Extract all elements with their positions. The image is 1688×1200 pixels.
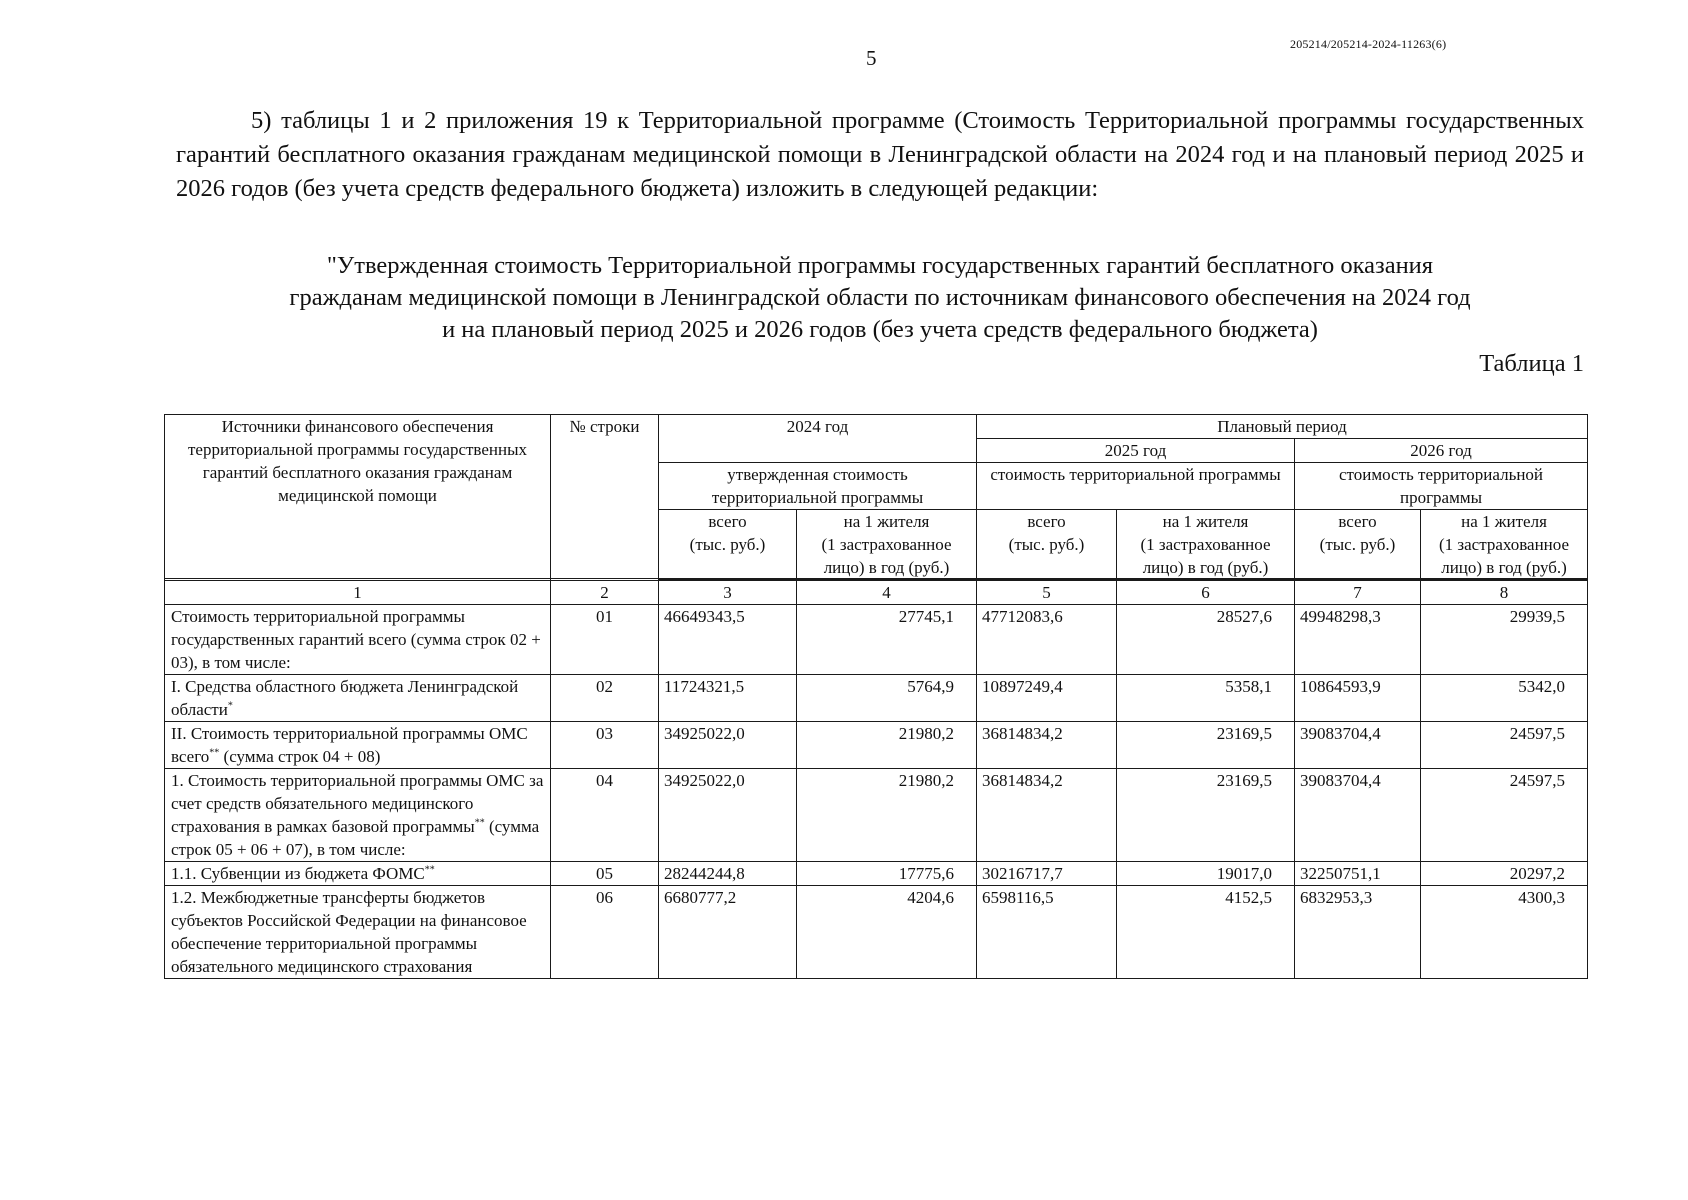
heading-line-1: "Утвержденная стоимость Территориальной программы государственных гарантий бесплатного оказания bbox=[326, 252, 1434, 279]
header-total-unit: (тыс. руб.) bbox=[1319, 535, 1396, 554]
column-number: 8 bbox=[1421, 580, 1588, 605]
cell-2024-per-resident: 21980,2 bbox=[797, 769, 977, 862]
row-number: 02 bbox=[551, 675, 659, 722]
cell-2024-per-resident: 5764,9 bbox=[797, 675, 977, 722]
column-number: 5 bbox=[977, 580, 1117, 605]
header-per-resident bbox=[1421, 510, 1588, 580]
table-row bbox=[165, 722, 1588, 769]
cell-2025-total: 47712083,6 bbox=[977, 605, 1117, 675]
footnote-mark: * bbox=[227, 700, 233, 712]
header-total-label: всего bbox=[1338, 512, 1377, 531]
row-number: 03 bbox=[551, 722, 659, 769]
header-per-resident-label: на 1 жителя bbox=[843, 512, 930, 531]
cell-2024-total: 11724321,5 bbox=[659, 675, 797, 722]
cell-2024-total: 34925022,0 bbox=[659, 722, 797, 769]
cell-2024-total: 34925022,0 bbox=[659, 769, 797, 862]
table-heading bbox=[176, 250, 1584, 346]
row-label bbox=[165, 886, 551, 979]
row-label-text: 1.2. Межбюджетные трансферты бюджетов субъектов Российской Федерации на финансовое обеспечение территориальной программы обязательного медицинского страхования bbox=[171, 888, 527, 976]
column-number: 3 bbox=[659, 580, 797, 605]
column-number: 6 bbox=[1117, 580, 1295, 605]
cell-2026-total: 10864593,9 bbox=[1295, 675, 1421, 722]
header-total-label: всего bbox=[708, 512, 747, 531]
header-row-number: № строки bbox=[551, 415, 659, 580]
row-label-text: I. Средства областного бюджета Ленинградской области bbox=[171, 677, 519, 719]
column-number: 7 bbox=[1295, 580, 1421, 605]
cell-2025-total: 30216717,7 bbox=[977, 862, 1117, 886]
row-label-text: 1.1. Субвенции из бюджета ФОМС bbox=[171, 864, 425, 883]
header-program-cost-2025: стоимость территориальной программы bbox=[977, 463, 1295, 510]
header-per-resident bbox=[797, 510, 977, 580]
column-number: 2 bbox=[551, 580, 659, 605]
header-year-2024: 2024 год bbox=[659, 415, 977, 463]
column-number: 4 bbox=[797, 580, 977, 605]
cell-2024-per-resident: 4204,6 bbox=[797, 886, 977, 979]
header-per-resident-label: на 1 жителя bbox=[1162, 512, 1249, 531]
header-total-unit: (тыс. руб.) bbox=[689, 535, 766, 554]
row-label-text: II. Стоимость территориальной программы ОМС всего bbox=[171, 724, 528, 766]
header-total bbox=[1295, 510, 1421, 580]
cell-2026-total: 6832953,3 bbox=[1295, 886, 1421, 979]
cell-2026-total: 32250751,1 bbox=[1295, 862, 1421, 886]
header-per-resident-unit: (1 застрахованное лицо) в год (руб.) bbox=[1438, 535, 1570, 577]
document-id: 205214/205214-2024-11263(6) bbox=[1290, 37, 1447, 51]
cell-2024-per-resident: 27745,1 bbox=[797, 605, 977, 675]
row-label bbox=[165, 862, 551, 886]
row-label bbox=[165, 722, 551, 769]
cell-2025-per-resident: 4152,5 bbox=[1117, 886, 1295, 979]
cell-2026-total: 39083704,4 bbox=[1295, 769, 1421, 862]
row-number: 05 bbox=[551, 862, 659, 886]
column-number-row bbox=[165, 580, 1588, 605]
cell-2025-per-resident: 5358,1 bbox=[1117, 675, 1295, 722]
cell-2026-total: 39083704,4 bbox=[1295, 722, 1421, 769]
cell-2025-per-resident: 19017,0 bbox=[1117, 862, 1295, 886]
table-row bbox=[165, 675, 1588, 722]
cell-2026-per-resident: 24597,5 bbox=[1421, 722, 1588, 769]
row-label bbox=[165, 675, 551, 722]
cell-2026-per-resident: 29939,5 bbox=[1421, 605, 1588, 675]
header-per-resident-unit: (1 застрахованное лицо) в год (руб.) bbox=[1140, 535, 1271, 577]
row-label-text: 1. Стоимость территориальной программы ОМС за счет средств обязательного медицинского страхования в рамках базовой программы bbox=[171, 771, 544, 836]
footnote-mark: ** bbox=[474, 817, 485, 829]
header-per-resident bbox=[1117, 510, 1295, 580]
footnote-mark: ** bbox=[424, 864, 435, 876]
cell-2025-per-resident: 23169,5 bbox=[1117, 769, 1295, 862]
heading-line-3: и на плановый период 2025 и 2026 годов (без учета средств федерального бюджета) bbox=[442, 316, 1318, 343]
header-total-label: всего bbox=[1027, 512, 1066, 531]
row-number: 04 bbox=[551, 769, 659, 862]
table-row bbox=[165, 862, 1588, 886]
cell-2024-total: 46649343,5 bbox=[659, 605, 797, 675]
financing-table bbox=[164, 414, 1588, 979]
cell-2025-total: 36814834,2 bbox=[977, 769, 1117, 862]
cell-2025-total: 6598116,5 bbox=[977, 886, 1117, 979]
table-row bbox=[165, 769, 1588, 862]
table-row bbox=[165, 605, 1588, 675]
cell-2026-per-resident: 20297,2 bbox=[1421, 862, 1588, 886]
cell-2026-total: 49948298,3 bbox=[1295, 605, 1421, 675]
header-total bbox=[977, 510, 1117, 580]
cell-2024-total: 6680777,2 bbox=[659, 886, 797, 979]
header-total-unit: (тыс. руб.) bbox=[1008, 535, 1085, 554]
cell-2026-per-resident: 4300,3 bbox=[1421, 886, 1588, 979]
row-label-text: Стоимость территориальной программы государственных гарантий всего (сумма строк 02 + 03), в том числе: bbox=[171, 607, 541, 672]
row-number: 01 bbox=[551, 605, 659, 675]
row-label-tail: (сумма строк 05 + 06 + 07), в том числе: bbox=[171, 817, 540, 859]
row-number: 06 bbox=[551, 886, 659, 979]
header-year-2025: 2025 год bbox=[977, 439, 1295, 463]
cell-2025-total: 36814834,2 bbox=[977, 722, 1117, 769]
row-label bbox=[165, 605, 551, 675]
cell-2025-total: 10897249,4 bbox=[977, 675, 1117, 722]
column-number: 1 bbox=[165, 580, 551, 605]
header-year-2026: 2026 год bbox=[1295, 439, 1588, 463]
header-per-resident-label: на 1 жителя bbox=[1461, 512, 1547, 531]
intro-paragraph: 5) таблицы 1 и 2 приложения 19 к Территориальной программе (Стоимость Территориальной программы государственных гарантий бесплатного оказания гражданам медицинской помощи в Ленинградской области на 2024 год и на плановый период 2025 и 2026 годов (без учета средств федерального бюджета) изложить в следующей редакции: bbox=[176, 107, 1584, 202]
cell-2025-per-resident: 23169,5 bbox=[1117, 722, 1295, 769]
row-label bbox=[165, 769, 551, 862]
cell-2024-total: 28244244,8 bbox=[659, 862, 797, 886]
heading-line-2: гражданам медицинской помощи в Ленинградской области по источникам финансового обеспечения на 2024 год bbox=[289, 284, 1471, 311]
header-program-cost-2026: стоимость территориальной программы bbox=[1295, 463, 1588, 510]
footnote-mark: ** bbox=[209, 747, 220, 759]
header-approved-cost: утвержденная стоимость территориальной программы bbox=[659, 463, 977, 510]
cell-2025-per-resident: 28527,6 bbox=[1117, 605, 1295, 675]
table-label: Таблица 1 bbox=[1479, 350, 1584, 377]
page-number: 5 bbox=[866, 46, 877, 70]
header-sources: Источники финансового обеспечения территориальной программы государственных гарантий бесплатного оказания гражданам медицинской помощи bbox=[165, 415, 551, 580]
cell-2024-per-resident: 17775,6 bbox=[797, 862, 977, 886]
table-row bbox=[165, 886, 1588, 979]
cell-2024-per-resident: 21980,2 bbox=[797, 722, 977, 769]
header-planned-period: Плановый период bbox=[977, 415, 1588, 439]
row-label-tail: (сумма строк 04 + 08) bbox=[219, 747, 381, 766]
header-row-1 bbox=[165, 415, 1588, 439]
header-per-resident-unit: (1 застрахованное лицо) в год (руб.) bbox=[821, 535, 952, 577]
cell-2026-per-resident: 5342,0 bbox=[1421, 675, 1588, 722]
header-total bbox=[659, 510, 797, 580]
cell-2026-per-resident: 24597,5 bbox=[1421, 769, 1588, 862]
